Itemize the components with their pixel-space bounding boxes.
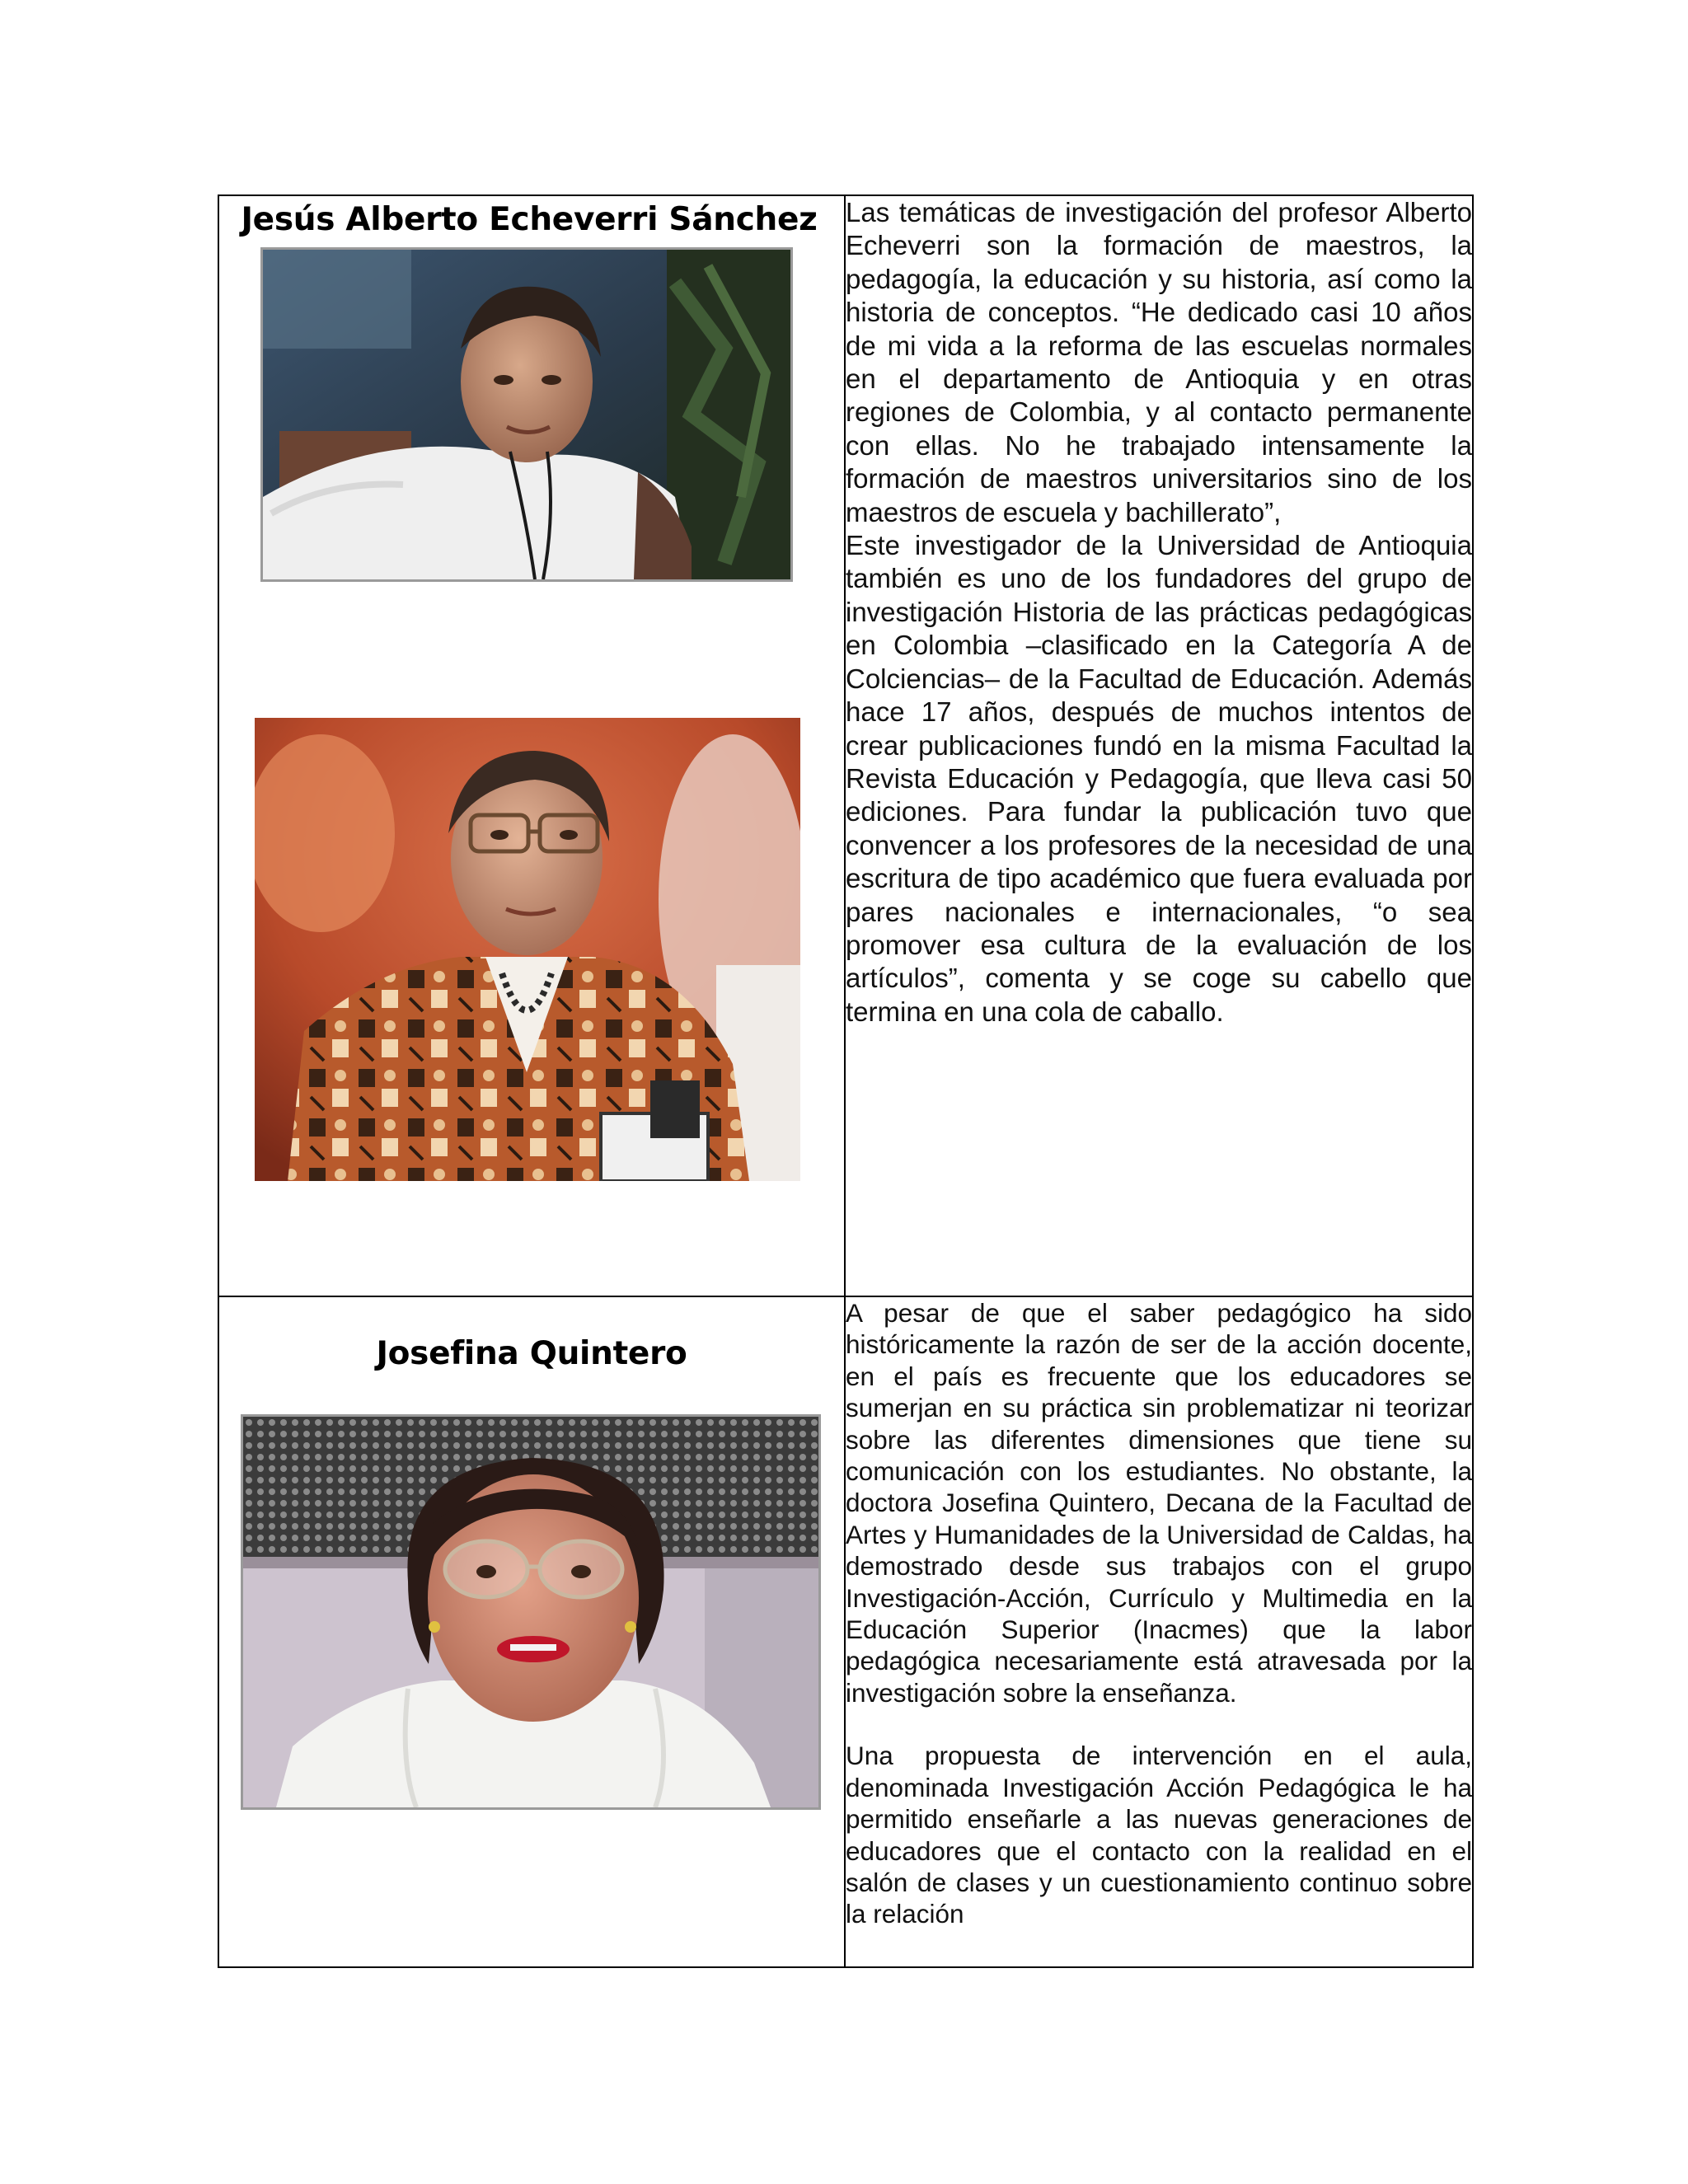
profile-text-cell <box>845 195 1473 1296</box>
profile-photo <box>252 715 803 1183</box>
profile-paragraph: Una propuesta de intervención en el aula, denominada Investigación Acción Pedagógica le ha permitido enseñarle a las nuevas generaciones de educadores que el contacto con la realidad en el salón de clases y un cuestionamiento continuo sobre la relación <box>846 1741 1472 1929</box>
profile-photo-cell <box>218 1296 845 1967</box>
profile-name: Josefina Quintero <box>376 1335 687 1372</box>
profile-name: Jesús Alberto Echeverri Sánchez <box>241 201 818 238</box>
portrait-white-shirt-image <box>263 250 790 579</box>
profile-photo <box>260 247 793 582</box>
profile-photo-cell <box>218 195 845 1296</box>
portrait-patterned-shirt-image <box>255 718 800 1181</box>
profile-paragraph: A pesar de que el saber pedagógico ha sido históricamente la razón de ser de la acción docente, en el país es frecuente que los educadores se sumerjan en su práctica sin problematizar ni teorizar sobre las diferentes dimensiones que tiene su comunicación con los estudiantes. No obstante, la doctora Josefina Quintero, Decana de la Facultad de Artes y Humanidades de la Universidad de Caldas, ha demostrado desde sus trabajos con el grupo Investigación-Acción, Currículo y Multimedia en la Educación Superior (Inacmes) que la labor pedagógica necesariamente está atravesada por la investigación sobre la enseñanza. <box>846 1298 1472 1708</box>
table-row <box>218 1296 1473 1967</box>
profile-text-cell <box>845 1296 1473 1967</box>
profile-photo <box>241 1414 821 1810</box>
paragraph-gap <box>846 1708 1472 1740</box>
portrait-glasses-red-lips-image <box>243 1417 818 1807</box>
profile-paragraph: Las temáticas de investigación del profesor Alberto Echeverri son la formación de maestros, la pedagogía, la educación y su historia, así como la historia de conceptos. “He dedicado casi 10 años de mi vida a la reforma de las escuelas normales en el departamento de Antioquia y en otras regiones de Colombia, y al contacto permanente con ellas. No he trabajado intensamente la formación de maestros universitarios sino de los maestros de escuela y bachillerato”, <box>846 197 1472 527</box>
profile-paragraph: Este investigador de la Universidad de Antioquia también es uno de los fundadores del grupo de investigación Historia de las prácticas pedagógicas en Colombia –clasificado en la Categoría A de Colciencias– de la Facultad de Educación. Además hace 17 años, después de muchos intentos de crear publicaciones fundó en la misma Facultad la Revista Educación y Pedagogía, que lleva casi 50 ediciones. Para fundar la publicación tuvo que convencer a los profesores de la necesidad de una escritura de tipo académico que fuera evaluada por pares nacionales e internacionales, “o sea promover esa cultura de la evaluación de los artículos”, comenta y se coge su cabello que termina en una cola de caballo. <box>846 530 1472 1027</box>
profiles-table <box>218 194 1474 1968</box>
table-row <box>218 195 1473 1296</box>
